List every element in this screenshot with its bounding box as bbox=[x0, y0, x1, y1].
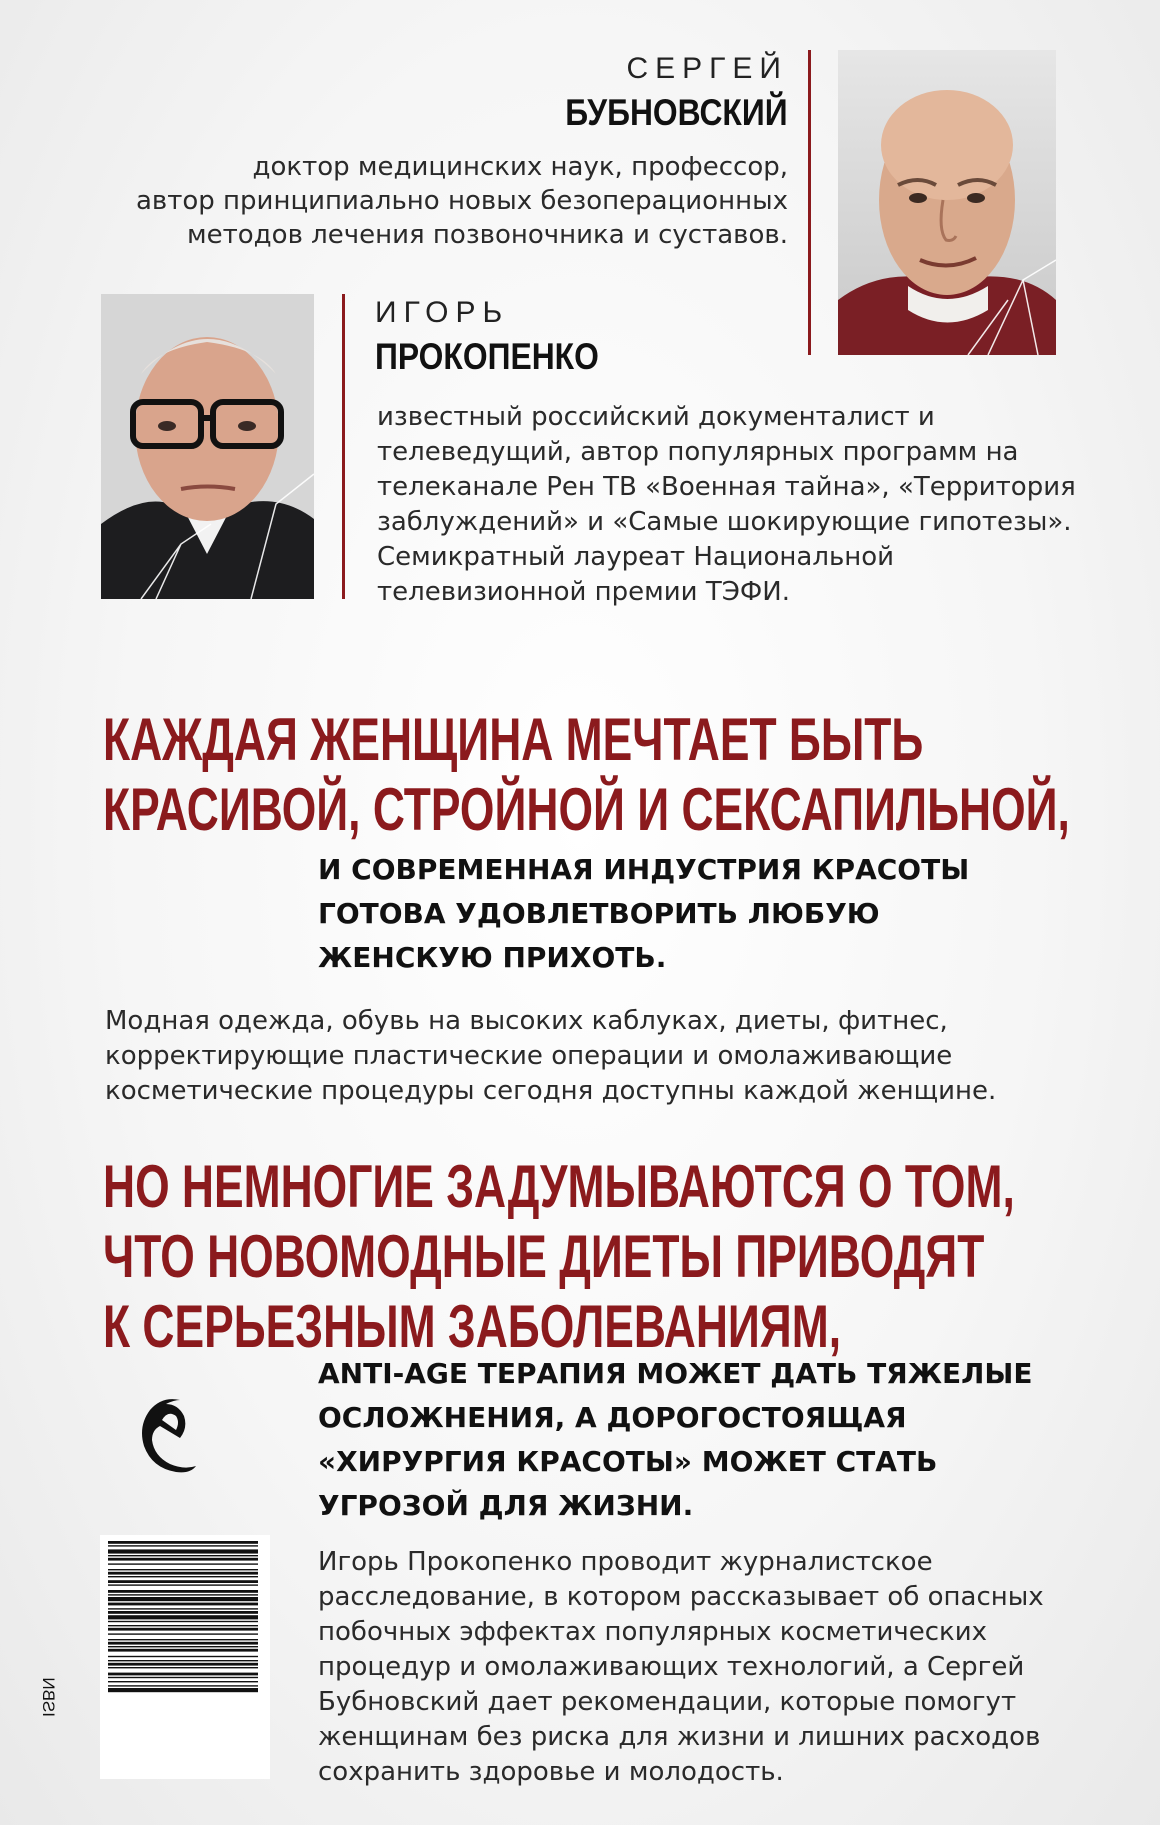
author2-last-name: ПРОКОПЕНКО bbox=[375, 336, 599, 377]
headline-2-line: К СЕРЬЕЗНЫМ ЗАБОЛЕВАНИЯМ, bbox=[103, 1293, 842, 1360]
subheadline-1-line: ГОТОВА УДОВЛЕТВОРИТЬ ЛЮБУЮ bbox=[318, 897, 880, 930]
headline-2 bbox=[103, 1152, 1015, 1362]
author2-description-line: заблуждений» и «Самые шокирующие гипотезы». bbox=[377, 507, 1072, 537]
author1-description bbox=[28, 150, 788, 252]
author2-description-line: Семикратный лауреат Национальной bbox=[377, 542, 895, 572]
eksmo-logo-icon bbox=[136, 1392, 198, 1478]
subheadline-2-line: УГРОЗОЙ ДЛЯ ЖИЗНИ. bbox=[318, 1489, 694, 1522]
author2-first-name: ИГОРЬ bbox=[375, 296, 510, 329]
author1-description-line: методов лечения позвоночника и суставов. bbox=[187, 220, 788, 250]
author1-last-name: БУБНОВСКИЙ bbox=[565, 92, 788, 133]
author2-photo bbox=[101, 294, 314, 599]
author2-description-line: телеканале Рен ТВ «Военная тайна», «Территория bbox=[377, 472, 1076, 502]
paragraph-2-line: Игорь Прокопенко проводит журналистское bbox=[318, 1547, 933, 1577]
paragraph-2-line: побочных эффектах популярных косметических bbox=[318, 1617, 987, 1647]
subheadline-2 bbox=[318, 1352, 1033, 1528]
subheadline-1 bbox=[318, 848, 969, 980]
author2-description-line: телеведущий, автор популярных программ на bbox=[377, 437, 1019, 467]
paragraph-2 bbox=[318, 1545, 1108, 1790]
paragraph-1-line: Модная одежда, обувь на высоких каблуках, диеты, фитнес, bbox=[105, 1006, 948, 1036]
author2-divider bbox=[342, 294, 345, 599]
paragraph-1 bbox=[105, 1004, 1105, 1109]
headline-1-line: КАЖДАЯ ЖЕНЩИНА МЕЧТАЕТ БЫТЬ bbox=[103, 706, 924, 773]
author1-divider bbox=[808, 50, 811, 355]
paragraph-2-line: расследование, в котором рассказывает об опасных bbox=[318, 1582, 1044, 1612]
paragraph-2-line: Бубновский дает рекомендации, которые помогут bbox=[318, 1687, 1017, 1717]
author2-description-line: телевизионной премии ТЭФИ. bbox=[377, 577, 790, 607]
author1-description-line: доктор медицинских наук, профессор, bbox=[252, 152, 788, 182]
headline-1-line: КРАСИВОЙ, СТРОЙНОЙ И СЕКСАПИЛЬНОЙ, bbox=[103, 776, 1070, 843]
headline-2-line: ЧТО НОВОМОДНЫЕ ДИЕТЫ ПРИВОДЯТ bbox=[103, 1223, 985, 1290]
headline-2-line: НО НЕМНОГИЕ ЗАДУМЫВАЮТСЯ О ТОМ, bbox=[103, 1153, 1015, 1220]
paragraph-2-line: сохранить здоровье и молодость. bbox=[318, 1757, 784, 1787]
author1-first-name: СЕРГЕЙ bbox=[626, 52, 788, 85]
author2-description-line: известный российский документалист и bbox=[377, 402, 935, 432]
barcode-icon bbox=[100, 1535, 270, 1779]
headline-1 bbox=[103, 705, 1070, 845]
paragraph-1-line: косметические процедуры сегодня доступны каждой женщине. bbox=[105, 1076, 997, 1106]
subheadline-2-line: «ХИРУРГИЯ КРАСОТЫ» МОЖЕТ СТАТЬ bbox=[318, 1445, 938, 1478]
paragraph-1-line: корректирующие пластические операции и омолаживающие bbox=[105, 1041, 953, 1071]
paragraph-2-line: процедур и омолаживающих технологий, а Сергей bbox=[318, 1652, 1025, 1682]
isbn-text: ISBN bbox=[39, 1677, 58, 1717]
isbn-label bbox=[38, 1547, 60, 1717]
author1-photo bbox=[838, 50, 1056, 355]
author2-description bbox=[377, 400, 1097, 610]
subheadline-2-line: ANTI-AGE ТЕРАПИЯ МОЖЕТ ДАТЬ ТЯЖЕЛЫЕ bbox=[318, 1357, 1033, 1390]
subheadline-1-line: ЖЕНСКУЮ ПРИХОТЬ. bbox=[318, 941, 667, 974]
paragraph-2-line: женщинам без риска для жизни и лишних расходов bbox=[318, 1722, 1041, 1752]
subheadline-2-line: ОСЛОЖНЕНИЯ, А ДОРОГОСТОЯЩАЯ bbox=[318, 1401, 907, 1434]
author1-description-line: автор принципиально новых безоперационных bbox=[135, 186, 788, 216]
subheadline-1-line: И СОВРЕМЕННАЯ ИНДУСТРИЯ КРАСОТЫ bbox=[318, 853, 970, 886]
